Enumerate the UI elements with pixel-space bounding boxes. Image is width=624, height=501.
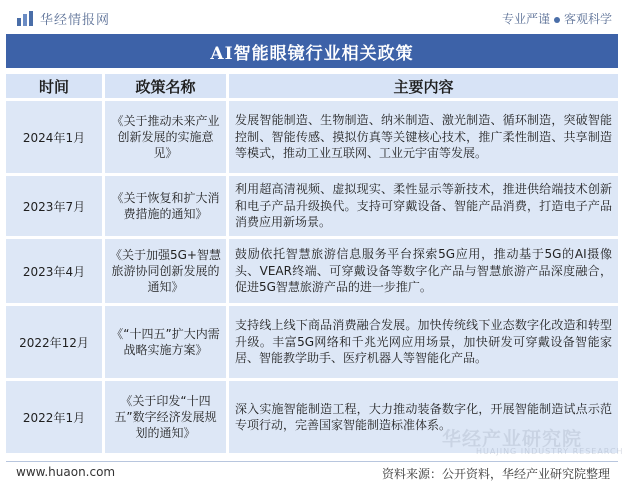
row-policy-name: 《关于印发“十四五”数字经济发展规划的通知》 [102, 381, 226, 453]
slogan-right: 客观科学 [563, 12, 612, 26]
header-time: 时间 [6, 74, 102, 98]
row-content: 发展智能制造、生物制造、纳米制造、激光制造、循环制造，突破智能控制、智能传感、摸拟仿真等关键核心技术，推广柔性制造、共享制造等模式，推动工业互联网、工业元宇宙等发展。 [226, 101, 618, 173]
row-content: 深入实施智能制造工程，大力推动装备数字化，开展智能制造试点示范专项行动，完善国家智能制造标准体系。 [226, 381, 618, 453]
footer-site-link[interactable]: www.huaon.com [16, 465, 116, 479]
row-time: 2022年1月 [6, 381, 102, 453]
footer-divider [6, 461, 618, 462]
row-policy-name: 《“十四五”扩大内需战略实施方案》 [102, 306, 226, 378]
row-policy-name: 《关于恢复和扩大消费措施的通知》 [102, 176, 226, 236]
policy-table [6, 71, 618, 456]
table-row [6, 306, 618, 378]
top-bar [0, 0, 624, 34]
row-content: 利用超高清视频、虚拟现实、柔性显示等新技术，推进供给端技术创新和电子产品升级换代。支持可穿戴设备、智能产品消费，打造电子产品消费应用新场景。 [226, 176, 618, 236]
row-time: 2023年7月 [6, 176, 102, 236]
brand-name: 华经情报网 [40, 13, 111, 28]
brand-logo-icon [16, 11, 34, 27]
row-content: 鼓励依托智慧旅游信息服务平台探索5G应用，推动基于5G的AI摄像头、VEAR终端、可穿戴设备等数字化产品与智慧旅游产品深度融合，促进5G智慧旅游产品的进一步推广。 [226, 239, 618, 303]
row-policy-name: 《关于加强5G+智慧旅游协同创新发展的通知》 [102, 239, 226, 303]
footer-source: 资料来源：公开资料，华经产业研究院整理 [381, 467, 610, 481]
row-policy-name: 《关于推动未来产业创新发展的实施意见》 [102, 101, 226, 173]
brand-slogan [502, 10, 612, 27]
row-time: 2024年1月 [6, 101, 102, 173]
watermark-text: 华经产业研究院 [442, 428, 583, 450]
table-row [6, 176, 618, 236]
page-title: AI智能眼镜行业相关政策 [6, 34, 618, 68]
row-time: 2022年12月 [6, 306, 102, 378]
row-time: 2023年4月 [6, 239, 102, 303]
table-row [6, 239, 618, 303]
footer [0, 459, 624, 501]
header-content: 主要内容 [226, 74, 618, 98]
header-policy-name: 政策名称 [102, 74, 226, 98]
slogan-dot-icon [554, 17, 560, 23]
row-content: 支持线上线下商品消费融合发展。加快传统线下业态数字化改造和转型升级。丰富5G网络和千兆光网应用场景，加快研发可穿戴设备智能家居、智能教学助手、医疗机器人等智能化产品。 [226, 306, 618, 378]
table-header-row [6, 74, 618, 98]
slogan-left: 专业严谨 [501, 12, 550, 26]
watermark-subtext: HUAJING INDUSTRY RESEARCH [476, 447, 624, 456]
brand-logo[interactable] [16, 9, 110, 28]
table-row [6, 101, 618, 173]
